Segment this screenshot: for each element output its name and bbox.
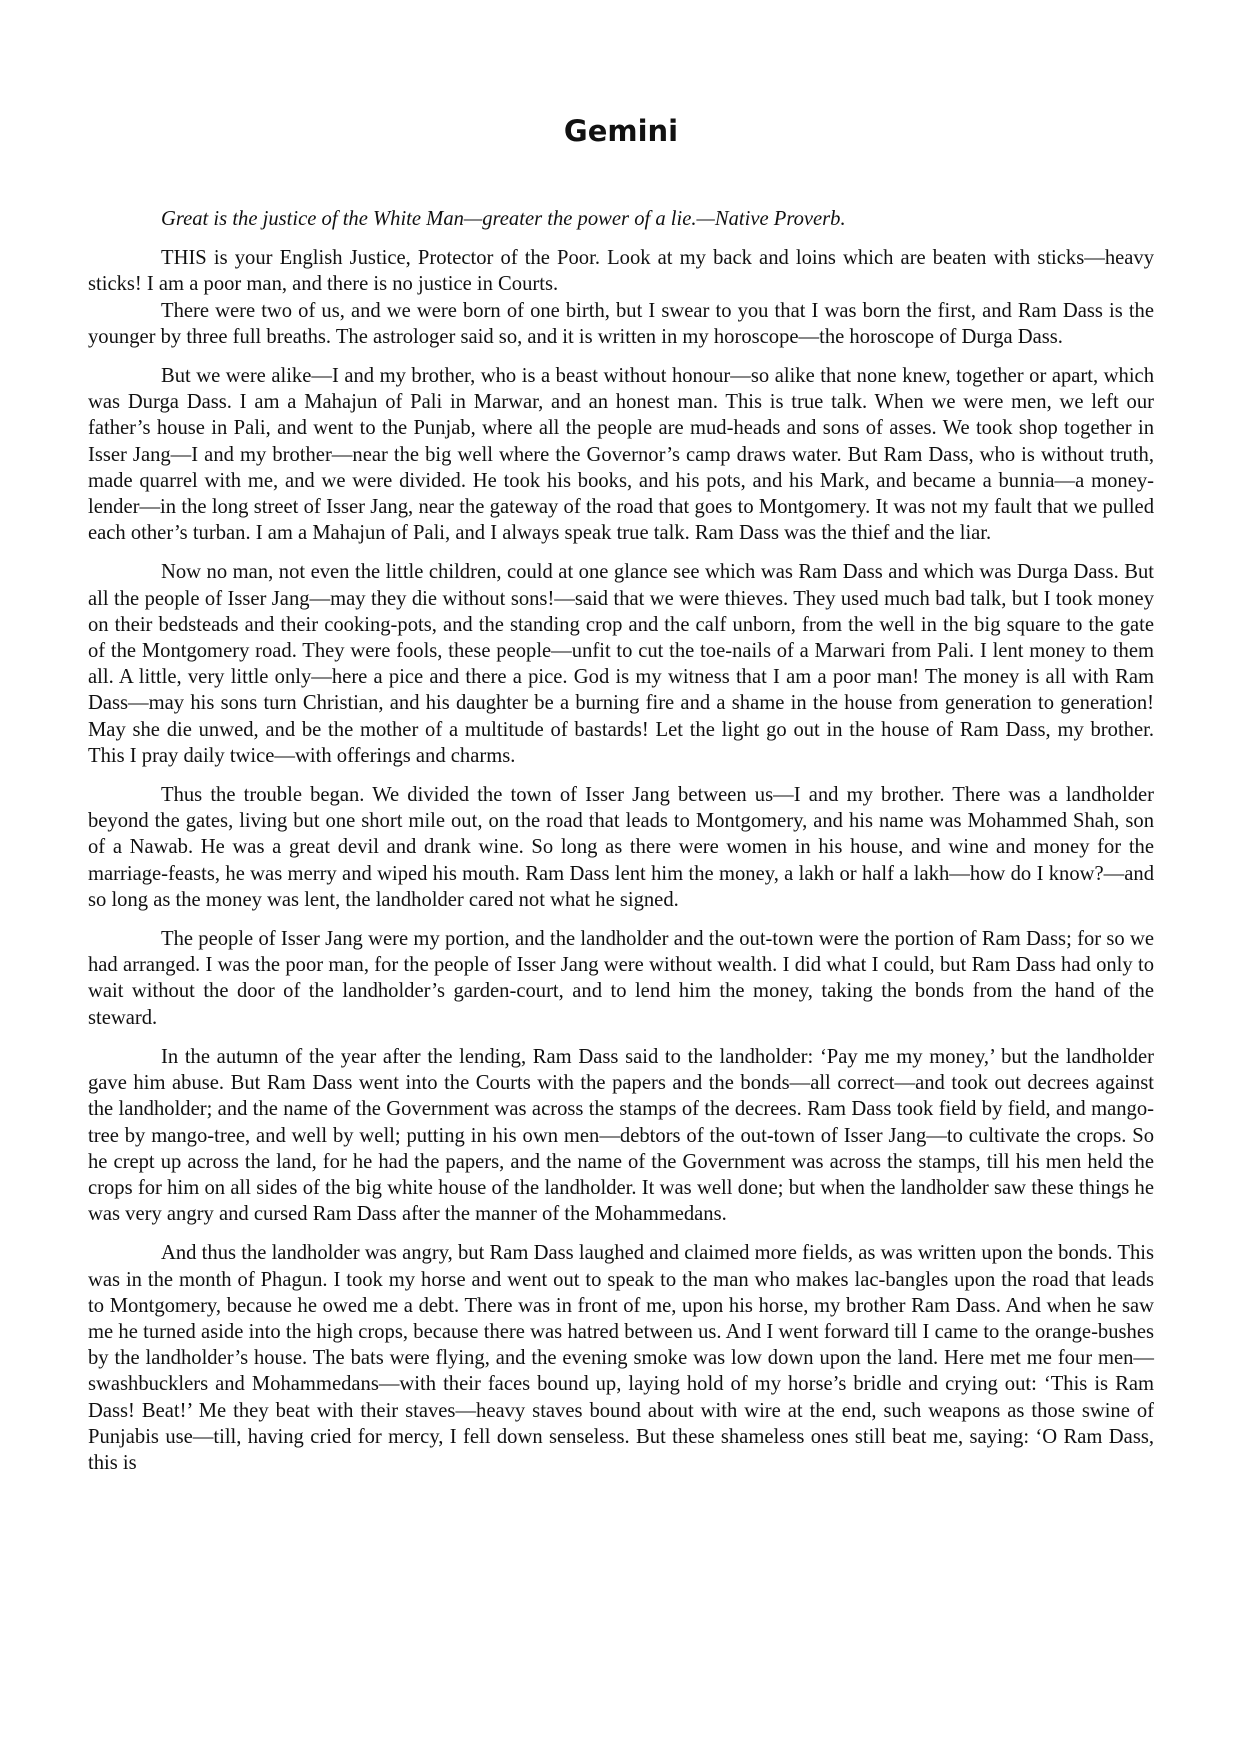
paragraph: Thus the trouble began. We divided the town of Isser Jang between us—I and my brother. There was a landholder beyond the gates, living but one short mile out, on the road that leads to Montgomery, and his name was Mohammed Shah, son of a Nawab. He was a great devil and drank wine. So long as there were women in his house, and wine and money for the marriage-feasts, he was merry and wiped his mouth. Ram Dass lent him the money, a lakh or half a lakh—how do I know?—and so long as the money was lent, the landholder cared not what he signed. — [88, 784, 1154, 911]
paragraph: And thus the landholder was angry, but Ram Dass laughed and claimed more fields, as was written upon the bonds. This was in the month of Phagun. I took my horse and went out to speak to the man who makes lac-bangles upon the road that leads to Montgomery, because he owed me a debt. There was in front of me, upon his horse, my brother Ram Dass. And when he saw me he turned aside into the high crops, because there was hatred between us. And I went forward till I came to the orange-bushes by the landholder’s house. The bats were flying, and the evening smoke was low down upon the land. Here met me four men—swashbucklers and Mohammedans—with their faces bound up, laying hold of my horse’s bridle and crying out: ‘This is Ram Dass! Beat!’ Me they beat with their staves—heavy staves bound about with wire at the end, such weapons as those swine of Punjabis use—till, having cried for mercy, I fell down senseless. But these shameless ones still beat me, saying: ‘O Ram Dass, this is — [88, 1242, 1154, 1474]
story-body — [88, 206, 1154, 1476]
paragraph: But we were alike—I and my brother, who is a beast without honour—so alike that none knew, together or apart, which was Durga Dass. I am a Mahajun of Pali in Marwar, and an honest man. This is true talk. When we were men, we left our father’s house in Pali, and went to the Punjab, where all the people are mud-heads and sons of asses. We took shop together in Isser Jang—I and my brother—near the big well where the Governor’s camp draws water. But Ram Dass, who is without truth, made quarrel with me, and we were divided. He took his books, and his pots, and his Mark, and became a bunnia—a money-lender—in the long street of Isser Jang, near the gateway of the road that goes to Montgomery. It was not my fault that we pulled each other’s turban. I am a Mahajun of Pali, and I always speak true talk. Ram Dass was the thief and the liar. — [88, 365, 1154, 545]
page-title: Gemini — [563, 114, 679, 148]
paragraph: In the autumn of the year after the lending, Ram Dass said to the landholder: ‘Pay me my money,’ but the landholder gave him abuse. But Ram Dass went into the Courts with the papers and the bonds—all correct—and took out decrees against the landholder; and the name of the Government was across the stamps of the decrees. Ram Dass took field by field, and mango-tree by mango-tree, and well by well; putting in his own men—debtors of the out-town of Isser Jang—to cultivate the crops. So he crept up across the land, for he had the papers, and the name of the Government was across the stamps, till his men held the crops for him on all sides of the big white house of the landholder. It was well done; but when the landholder saw these things he was very angry and cursed Ram Dass after the manner of the Mohammedans. — [88, 1045, 1154, 1226]
paragraph: The people of Isser Jang were my portion, and the landholder and the out-town were the portion of Ram Dass; for so we had arranged. I was the poor man, for the people of Isser Jang were without wealth. I did what I could, but Ram Dass had only to wait without the door of the landholder’s garden-court, and to lend him the money, taking the bonds from the hand of the steward. — [88, 928, 1154, 1029]
paragraph: Now no man, not even the little children, could at one glance see which was Ram Dass and which was Durga Dass. But all the people of Isser Jang—may they die without sons!—said that we were thieves. They used much bad talk, but I took money on their bedsteads and their cooking-pots, and the standing crop and the calf unborn, from the well in the big square to the gate of the Montgomery road. They were fools, these people—unfit to cut the toe-nails of a Marwari from Pali. I lent money to them all. A little, very little only—here a pice and there a pice. God is my witness that I am a poor man! The money is all with Ram Dass—may his sons turn Christian, and his daughter be a burning fire and a shame in the house from generation to generation! May she die unwed, and be the mother of a multitude of bastards! Let the light go out in the house of Ram Dass, my brother. This I pray daily twice—with offerings and charms. — [88, 561, 1154, 767]
paragraph: THIS is your English Justice, Protector of the Poor. Look at my back and loins which are beaten with sticks—heavy sticks! I am a poor man, and there is no justice in Courts. — [88, 247, 1154, 296]
paragraph: There were two of us, and we were born of one birth, but I swear to you that I was born the first, and Ram Dass is the younger by three full breaths. The astrologer said so, and it is written in my horoscope—the horoscope of Durga Dass. — [88, 299, 1154, 348]
epigraph: Great is the justice of the White Man—greater the power of a lie.—Native Proverb. — [161, 208, 846, 230]
